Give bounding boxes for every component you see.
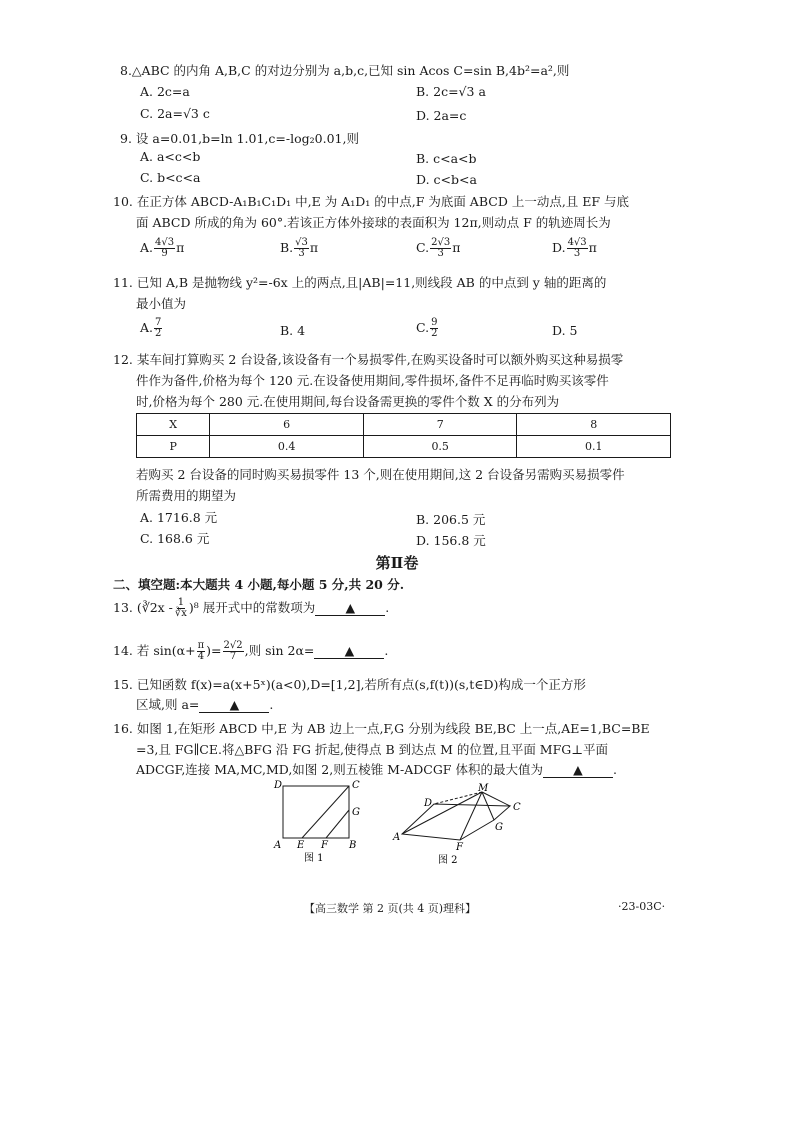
answer-blank-16[interactable] <box>543 763 613 778</box>
question-12-line-2: 件作为备件,价格为每个 120 元.在设备使用期间,零件损坏,备件不足再临时购买该零件 <box>136 373 609 388</box>
q10-option-b: B. $\frac{√3}{3}$ π <box>280 237 319 259</box>
label-d: D <box>424 798 433 809</box>
blank-marker: ▲ <box>345 600 356 615</box>
table-cell: 0.5 <box>363 436 517 458</box>
q12-option-a: A. 1716.8 元 <box>140 510 218 525</box>
question-12-line-3: 时,价格为每个 280 元.在使用期间,每台设备需更换的零件个数 X 的分布列为 <box>136 394 560 409</box>
q9-option-d: D. c<b<a <box>416 172 477 187</box>
label-c: C <box>352 780 360 791</box>
segment-ce <box>302 786 349 838</box>
question-15-line-2: 区域,则 a= ▲ . <box>136 697 274 712</box>
label-m: M <box>478 783 489 794</box>
table-cell: P <box>137 436 210 458</box>
answer-blank-13[interactable] <box>315 601 385 616</box>
question-9-stem: 9. 设 a=0.01,b=ln 1.01,c=-log₂0.01,则 <box>120 131 359 146</box>
blank-marker: ▲ <box>344 643 355 658</box>
figure-1-rectangle-diagram <box>268 778 368 866</box>
edge-md <box>434 792 482 804</box>
q12-option-d: D. 156.8 元 <box>416 533 486 548</box>
question-12-line-4: 若购买 2 台设备的同时购买易损零件 13 个,则在使用期间,这 2 台设备另需购买易损零件 <box>136 467 625 482</box>
figure-2-pyramid-diagram <box>390 782 530 866</box>
table-row <box>137 414 671 436</box>
label-g: G <box>495 822 503 833</box>
question-16-line-3: ADCGF,连接 MA,MC,MD,如图 2,则五棱锥 M-ADCGF 体积的最大值为 ▲ . <box>136 762 617 777</box>
table-row <box>137 436 671 458</box>
segment-fg <box>326 810 349 838</box>
q9-option-c: C. b<c<a <box>140 170 201 185</box>
page-footer-code: ·23-03C· <box>618 900 666 913</box>
q9-option-b: B. c<a<b <box>416 151 477 166</box>
q11-option-d: D. 5 <box>552 323 578 338</box>
question-16-line-2: =3,且 FG∥CE.将△BFG 沿 FG 折起,使得点 B 到达点 M 的位置,且平面 MFG⊥平面 <box>136 742 609 757</box>
blank-marker: ▲ <box>573 762 583 777</box>
q8-option-a: A. 2c=a <box>140 84 190 99</box>
blank-marker: ▲ <box>229 697 240 712</box>
label-e: E <box>297 840 305 851</box>
q8-option-b: B. 2c=√3 a <box>416 84 486 99</box>
q9-option-a: A. a<c<b <box>140 149 201 164</box>
label-a: A <box>274 840 282 851</box>
question-11-line-2: 最小值为 <box>136 296 187 311</box>
table-cell: 7 <box>363 414 517 436</box>
question-10-line-2: 面 ABCD 所成的角为 60°.若该正方体外接球的表面积为 12π,则动点 F 的轨迹周长为 <box>136 215 611 230</box>
label-d: D <box>274 780 283 791</box>
label-b: B <box>349 840 357 851</box>
table-cell: 6 <box>210 414 364 436</box>
label-g: G <box>352 807 360 818</box>
answer-blank-14[interactable] <box>314 644 384 659</box>
q10-option-d: D. $\frac{4√3}{3}$ π <box>552 237 597 259</box>
part-2-heading: 二、填空题:本大题共 4 小题,每小题 5 分,共 20 分. <box>113 577 405 592</box>
q11-option-a: A. $\frac{7}{2}$ <box>140 317 162 339</box>
q12-option-c: C. 168.6 元 <box>140 531 210 546</box>
label-f: F <box>321 840 328 851</box>
section-title: 第Ⅱ卷 <box>375 554 419 572</box>
edge-ma <box>402 792 482 834</box>
question-16-line-1: 16. 如图 1,在矩形 ABCD 中,E 为 AB 边上一点,F,G 分别为线段 BE,BC 上一点,AE=1,BC=BE <box>113 721 650 736</box>
question-14: 14. 若 sin(α+ $\frac{\pi}{4}$ )= $\frac{2√2}{7}$ ,则 sin 2α= ▲ . <box>113 640 389 662</box>
question-13: 13. (∛2x - $\frac{1}{∛x}$ )⁸ 展开式中的常数项为 ▲ . <box>113 597 390 619</box>
table-cell: 0.1 <box>517 436 671 458</box>
q11-option-c: C. $\frac{9}{2}$ <box>416 317 438 339</box>
answer-blank-15[interactable] <box>199 698 269 713</box>
distribution-table <box>136 413 671 458</box>
page-footer-label: 【高三数学 第 2 页(共 4 页)理科】 <box>304 902 477 915</box>
table-cell: 0.4 <box>210 436 364 458</box>
question-12-line-5: 所需费用的期望为 <box>136 488 237 503</box>
table-cell: 8 <box>517 414 671 436</box>
label-c: C <box>513 802 521 813</box>
label-f: F <box>456 842 463 853</box>
q12-option-b: B. 206.5 元 <box>416 512 486 527</box>
question-15-line-1: 15. 已知函数 f(x)=a(x+5ˣ)(a<0),D=[1,2],若所有点(s,f(t))(s,t∈D)构成一个正方形 <box>113 677 586 692</box>
edge-mf <box>460 792 482 840</box>
edge-mc <box>482 792 510 806</box>
question-11-line-1: 11. 已知 A,B 是抛物线 y²=-6x 上的两点,且|AB|=11,则线段 AB 的中点到 y 轴的距离的 <box>113 275 607 290</box>
question-10-line-1: 10. 在正方体 ABCD-A₁B₁C₁D₁ 中,E 为 A₁D₁ 的中点,F 为底面 ABCD 上一动点,且 EF 与底 <box>113 194 630 209</box>
q10-option-a: A. $\frac{4√3}{9}$ π <box>140 237 185 259</box>
question-12-line-1: 12. 某车间打算购买 2 台设备,该设备有一个易损零件,在购买设备时可以额外购买这种易损零 <box>113 352 624 367</box>
question-8-stem: 8.△ABC 的内角 A,B,C 的对边分别为 a,b,c,已知 sin Acos C=sin B,4b²=a²,则 <box>120 63 570 78</box>
q8-option-d: D. 2a=c <box>416 108 467 123</box>
q8-option-c: C. 2a=√3 c <box>140 106 210 121</box>
rectangle-abcd <box>283 786 349 838</box>
table-cell: X <box>137 414 210 436</box>
q10-option-c: C. $\frac{2√3}{3}$ π <box>416 237 461 259</box>
figure-2-caption: 图 2 <box>438 855 458 866</box>
label-a: A <box>393 832 401 843</box>
base-adcgf <box>402 804 510 840</box>
q11-option-b: B. 4 <box>280 323 306 338</box>
figure-1-caption: 图 1 <box>304 853 324 864</box>
